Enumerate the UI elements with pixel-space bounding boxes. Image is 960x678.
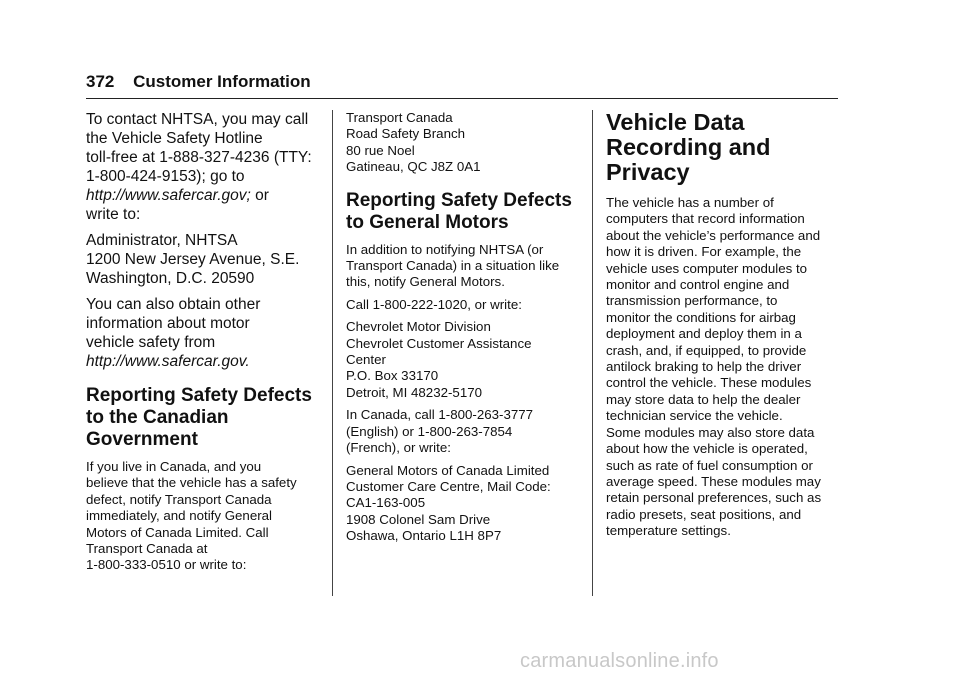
column-3 [606, 110, 840, 546]
safercar-link-2[interactable]: http://www.safercar.gov. [86, 353, 250, 370]
gm-intro-paragraph: In addition to notifying NHTSA (or Transport Canada) in a situation like this, notify General Motors. [346, 241, 560, 290]
section-title: Customer Information [133, 72, 311, 91]
canadian-defects-heading: Reporting Safety Defects to the Canadian Government [86, 385, 312, 450]
vehicle-data-heading: Vehicle Data Recording and Privacy [606, 109, 771, 185]
gm-call-text: Call 1-800-222-1020, or write: [346, 296, 522, 312]
watermark: carmanualsonline.info [520, 650, 719, 672]
chevrolet-address: Chevrolet Motor Division Chevrolet Customer Assistance Center P.O. Box 33170 Detroit, MI 48232-5170 [346, 319, 532, 400]
nhtsa-address: Administrator, NHTSA 1200 New Jersey Avenue, S.E. Washington, D.C. 20590 [86, 232, 300, 287]
nhtsa-contact-paragraph: To contact NHTSA, you may call the Vehicle Safety Hotline toll-free at 1-888-327-4236 (TTY: 1-800-424-9153); go to http://www.safercar.gov; or write to: [86, 111, 312, 223]
safercar-link[interactable]: http://www.safercar.gov; [86, 187, 251, 204]
header-rule [86, 98, 838, 99]
vehicle-data-paragraph: The vehicle has a number of computers that record information about the vehicle’s performance and how it is driven. For example, the vehicle uses computer modules to monitor and control engine and transmission performance, to monitor the conditions for airbag deployment and deploy them in a crash, and, if equipped, to provide antilock braking to help the driver control the vehicle. These modules may store data to help the dealer technician service the vehicle. Some modules may also store data about how the vehicle is operated, such as rate of fuel consumption or average speed. These modules may retain personal preferences, such as radio presets, seat positions, and temperature settings. [606, 195, 822, 539]
canada-defect-paragraph: If you live in Canada, and you believe that the vehicle has a safety defect, notify Transport Canada immediately, and notify General Motors of Canada Limited. Call Transport Canada at 1-800-333-0510 or write to: [86, 459, 297, 573]
column-divider-1 [332, 110, 333, 596]
safety-info-paragraph: You can also obtain other information about motor vehicle safety from http://www.safercar.gov. [86, 295, 326, 371]
page-header [86, 72, 311, 92]
column-divider-2 [592, 110, 593, 596]
gm-canada-address: General Motors of Canada Limited Customer Care Centre, Mail Code: CA1-163-005 1908 Colonel Sam Drive Oshawa, Ontario L1H 8P7 [346, 462, 551, 544]
column-1 [86, 110, 326, 580]
transport-canada-address: Transport Canada Road Safety Branch 80 rue Noel Gatineau, QC J8Z 0A1 [346, 110, 481, 175]
canada-call-paragraph: In Canada, call 1-800-263-3777 (English) or 1-800-263-7854 (French), or write: [346, 407, 534, 456]
column-2 [346, 110, 578, 551]
page-number: 372 [86, 72, 115, 91]
gm-defects-heading: Reporting Safety Defects to General Motors [346, 189, 572, 233]
